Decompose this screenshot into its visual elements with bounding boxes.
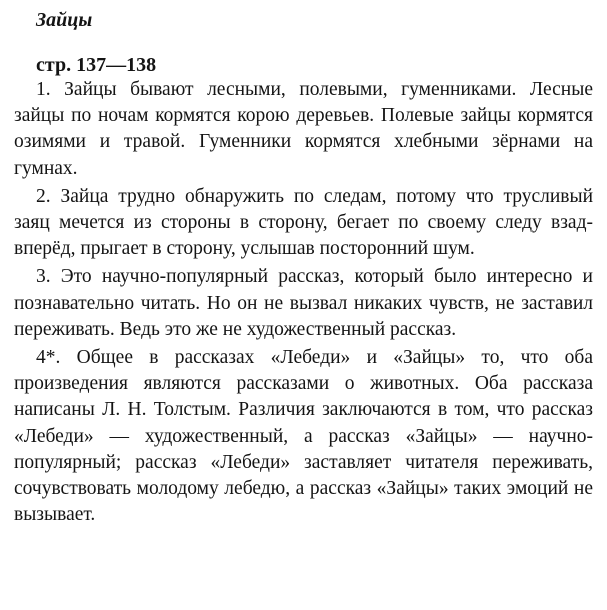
answer-paragraph-2 — [14, 184, 593, 263]
answer-number: 2. — [36, 185, 51, 207]
document-title: Зайцы — [36, 9, 93, 31]
answer-text: Общее в рассказах «Лебеди» и «Зайцы» то, что оба произведения являются рассказами о животных. Оба рассказа написаны Л. Н. Толстым. Различия заключаются в том, что рассказ «Лебеди» — художественный, а рассказ «Зайцы» — научно-популярный; рассказ «Лебеди» заставляет читателя переживать, сочувствовать молодому лебедю, а рассказ «Зайцы» таких эмоций не вызывает. — [14, 347, 593, 526]
answer-paragraph-1 — [14, 77, 593, 182]
answer-number: 3. — [36, 266, 51, 288]
answer-paragraph-4 — [14, 345, 593, 528]
answer-paragraph-3 — [14, 264, 593, 343]
answer-text: Зайцы бывают лесными, полевыми, гуменниками. Лесные зайцы по ночам кормятся корою деревьев. Полевые зайцы кормятся озимями и травой. Гуменники кормятся хлебными зёрнами на гумнах. — [14, 79, 594, 179]
answer-text: Это научно-популярный рассказ, который было интересно и познавательно читать. Но он не вызвал никаких чувств, не заставил переживать. Ведь это же не художественный рассказ. — [14, 266, 593, 340]
answer-number: 4*. — [36, 347, 61, 369]
page-reference: стр. 137—138 — [36, 54, 157, 76]
answer-text: Зайца трудно обнаружить по следам, потому что трусливый заяц мечется из стороны в сторону, бегает по своему следу взад-вперёд, прыгает в сторону, услышав посторонний шум. — [14, 185, 594, 260]
answer-number: 1. — [36, 79, 51, 100]
